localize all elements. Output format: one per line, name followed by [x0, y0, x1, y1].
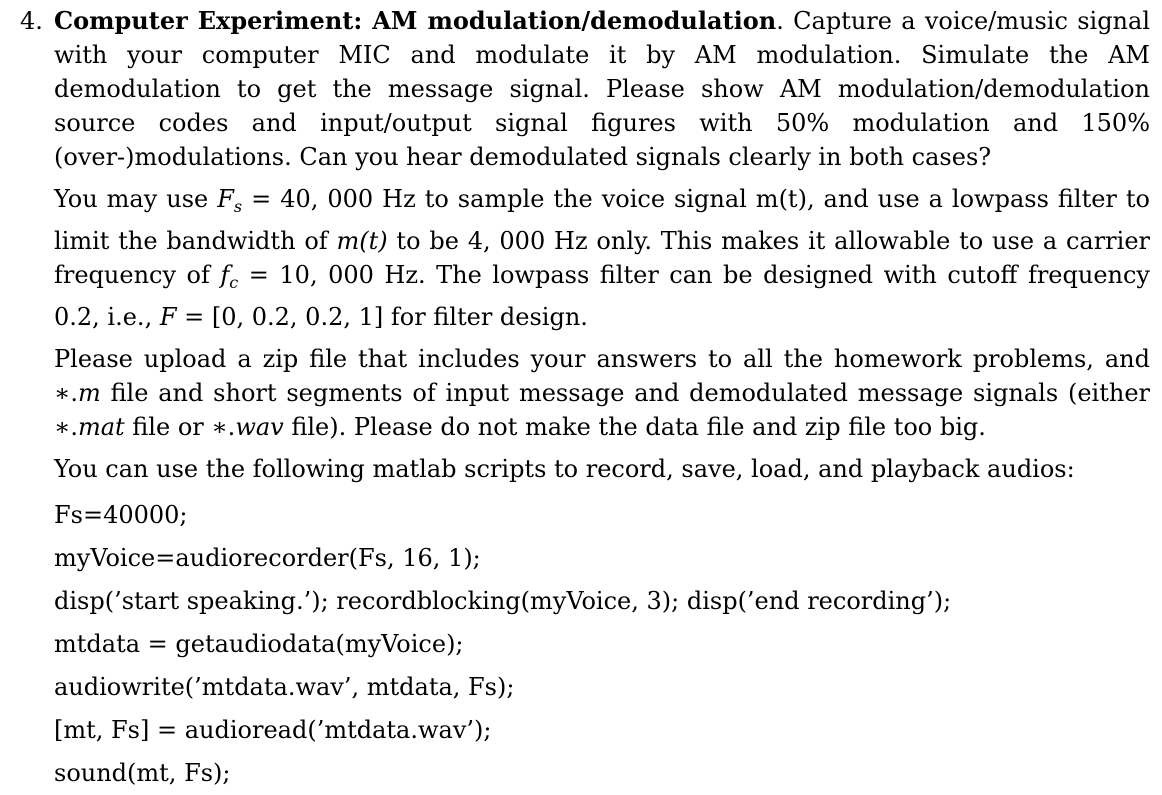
problem-title-end: . — [776, 7, 784, 35]
problem-intro-paragraph — [54, 4, 1150, 174]
sampling-text-1: You may use — [54, 185, 218, 213]
m-extension: m — [77, 379, 101, 407]
code-line: [mt, Fs] = audioread(’mtdata.wav’); — [54, 716, 492, 744]
upload-text-2: file and short segments of input message and demodulated message signals (either ∗. — [54, 379, 1150, 441]
fs-symbol: F — [217, 185, 234, 213]
sampling-paragraph — [54, 182, 1150, 334]
fc-symbol: f — [220, 261, 230, 289]
mt-symbol: m(t) — [336, 227, 388, 255]
sampling-text-4: = 10, 000 Hz. The lowpass filter can be designed with cutoff frequency 0.2, i.e., — [54, 261, 1150, 331]
document-page — [20, 4, 1150, 795]
code-line: audiowrite(’mtdata.wav’, mtdata, Fs); — [54, 673, 515, 701]
upload-text-4: file). Please do not make the data file and zip file too big. — [283, 413, 986, 441]
problem-title: Computer Experiment: AM modulation/demodulation — [54, 6, 777, 35]
F-symbol: F — [159, 303, 177, 331]
upload-text-3: file or ∗. — [124, 413, 236, 441]
sampling-text-5: = [0, 0.2, 0.2, 1] for filter design. — [176, 303, 588, 331]
fc-subscript: c — [229, 273, 239, 292]
code-line: sound(mt, Fs); — [54, 759, 231, 787]
mat-extension: mat — [77, 413, 125, 441]
code-line: disp(’start speaking.’); recordblocking(myVoice, 3); disp(’end recording’); — [54, 587, 952, 615]
problem-intro-text: Capture a voice/music signal with your computer MIC and modulate it by AM modulation. Simulate the AM demodulation to get the message signal. Please show AM modulation/demodulation source codes and input/output signal figures with 50% modulation and 150% (over-)modulations. Can you hear demodulated signals clearly in both cases? — [54, 7, 1150, 171]
upload-text-1: Please upload a zip file that includes your answers to all the homework problems, and ∗. — [54, 345, 1150, 407]
code-line: Fs=40000; — [54, 501, 188, 529]
problem-number: 4. — [20, 7, 43, 35]
upload-paragraph — [54, 342, 1150, 444]
sampling-text-3: to be 4, 000 Hz only. This makes it allowable to use a carrier frequency of — [54, 227, 1150, 289]
code-line: myVoice=audiorecorder(Fs, 16, 1); — [54, 544, 481, 572]
wav-extension: wav — [235, 413, 284, 441]
matlab-intro-paragraph: You can use the following matlab scripts to record, save, load, and playback audios: — [54, 455, 1075, 483]
matlab-code-block — [54, 494, 1150, 795]
sampling-text-2: = 40, 000 Hz to sample the voice signal m(t), and use a lowpass filter to limit the bandwidth of — [54, 185, 1150, 255]
code-line: mtdata = getaudiodata(myVoice); — [54, 630, 464, 658]
problem-4 — [20, 4, 1150, 795]
fs-subscript: s — [233, 197, 243, 216]
